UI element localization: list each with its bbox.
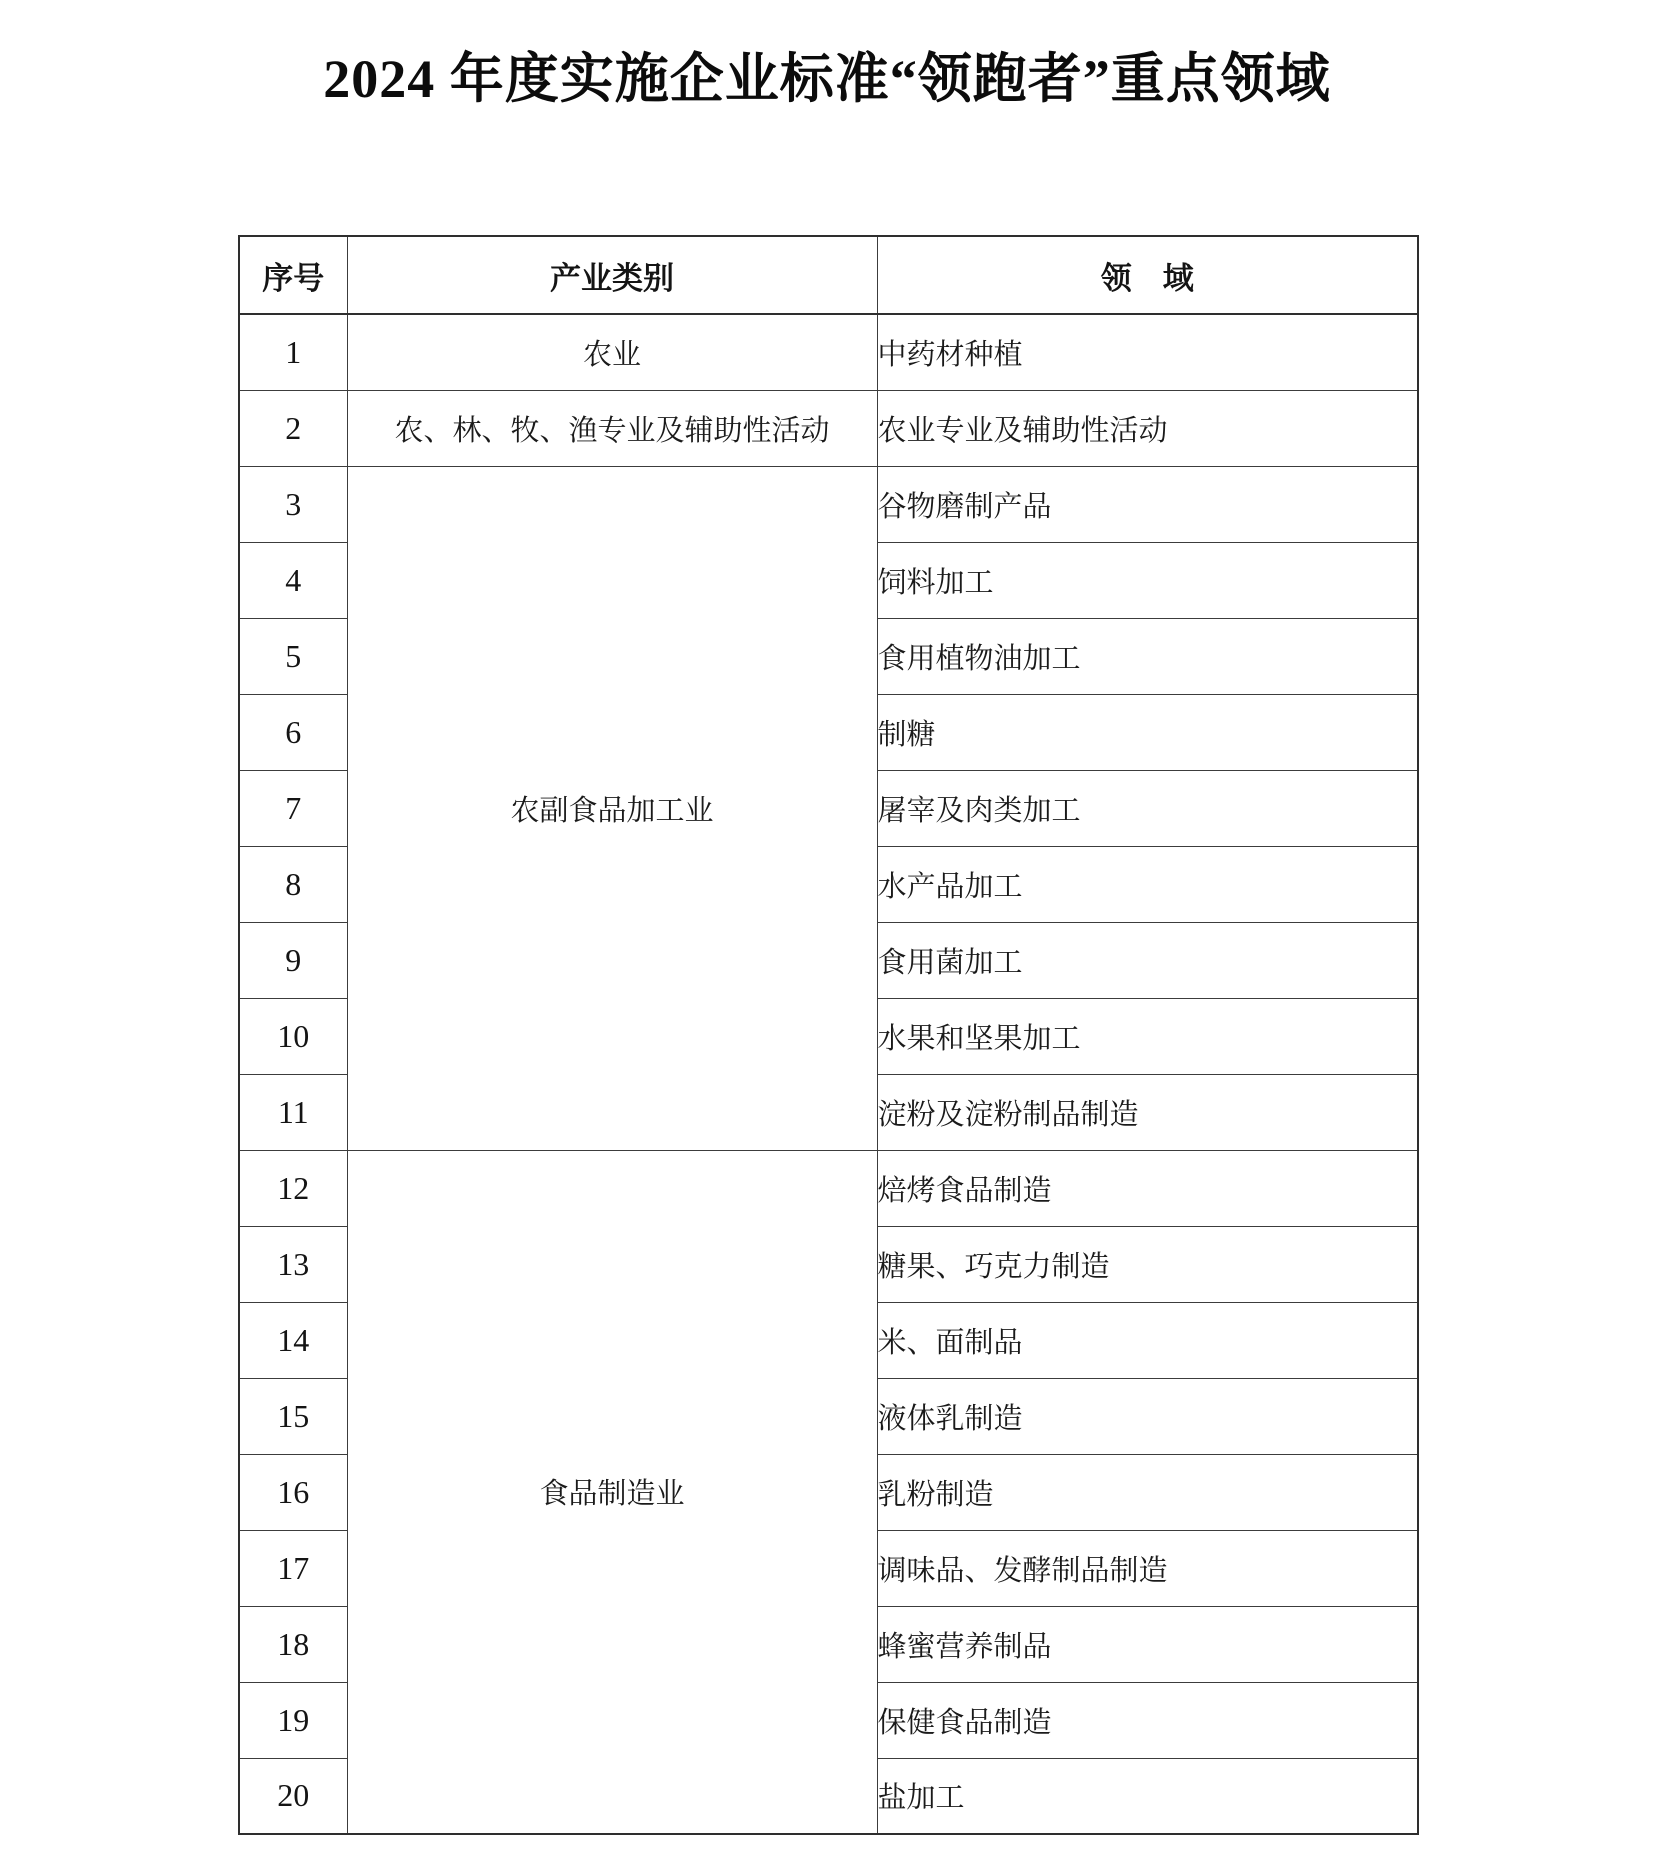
serial-header-cell: 序号 [239, 236, 347, 314]
field-cell: 糖果、巧克力制造 [877, 1226, 1418, 1302]
category-header-cell: 产业类别 [347, 236, 877, 314]
table-row [239, 1150, 1418, 1226]
field-cell: 乳粉制造 [877, 1454, 1418, 1530]
serial-cell: 2 [239, 390, 347, 466]
category-cell: 食品制造业 [347, 1150, 877, 1834]
serial-cell: 17 [239, 1530, 347, 1606]
serial-cell: 19 [239, 1682, 347, 1758]
table-row [239, 466, 1418, 542]
field-cell: 盐加工 [877, 1758, 1418, 1834]
header-row [239, 236, 1418, 314]
serial-cell: 18 [239, 1606, 347, 1682]
field-cell: 食用菌加工 [877, 922, 1418, 998]
serial-cell: 11 [239, 1074, 347, 1150]
serial-cell: 20 [239, 1758, 347, 1834]
field-cell: 中药材种植 [877, 314, 1418, 390]
field-cell: 液体乳制造 [877, 1378, 1418, 1454]
category-cell: 农业 [347, 314, 877, 390]
serial-cell: 13 [239, 1226, 347, 1302]
field-header-cell: 领 域 [877, 236, 1418, 314]
serial-cell: 10 [239, 998, 347, 1074]
leaders-table [238, 235, 1419, 1835]
field-cell: 屠宰及肉类加工 [877, 770, 1418, 846]
field-cell: 谷物磨制产品 [877, 466, 1418, 542]
field-cell: 水果和坚果加工 [877, 998, 1418, 1074]
serial-cell: 9 [239, 922, 347, 998]
field-cell: 米、面制品 [877, 1302, 1418, 1378]
serial-cell: 14 [239, 1302, 347, 1378]
field-cell: 焙烤食品制造 [877, 1150, 1418, 1226]
serial-cell: 16 [239, 1454, 347, 1530]
category-cell: 农副食品加工业 [347, 466, 877, 1150]
serial-cell: 7 [239, 770, 347, 846]
field-cell: 淀粉及淀粉制品制造 [877, 1074, 1418, 1150]
field-cell: 食用植物油加工 [877, 618, 1418, 694]
field-cell: 饲料加工 [877, 542, 1418, 618]
field-cell: 调味品、发酵制品制造 [877, 1530, 1418, 1606]
field-cell: 蜂蜜营养制品 [877, 1606, 1418, 1682]
serial-cell: 8 [239, 846, 347, 922]
serial-cell: 15 [239, 1378, 347, 1454]
field-cell: 水产品加工 [877, 846, 1418, 922]
serial-cell: 5 [239, 618, 347, 694]
field-cell: 农业专业及辅助性活动 [877, 390, 1418, 466]
serial-cell: 6 [239, 694, 347, 770]
category-cell: 农、林、牧、渔专业及辅助性活动 [347, 390, 877, 466]
field-cell: 保健食品制造 [877, 1682, 1418, 1758]
serial-cell: 1 [239, 314, 347, 390]
table-row [239, 314, 1418, 390]
serial-cell: 12 [239, 1150, 347, 1226]
page-title: 2024 年度实施企业标准“领跑者”重点领域 [323, 49, 1331, 109]
table-row [239, 390, 1418, 466]
field-cell: 制糖 [877, 694, 1418, 770]
serial-cell: 3 [239, 466, 347, 542]
serial-cell: 4 [239, 542, 347, 618]
